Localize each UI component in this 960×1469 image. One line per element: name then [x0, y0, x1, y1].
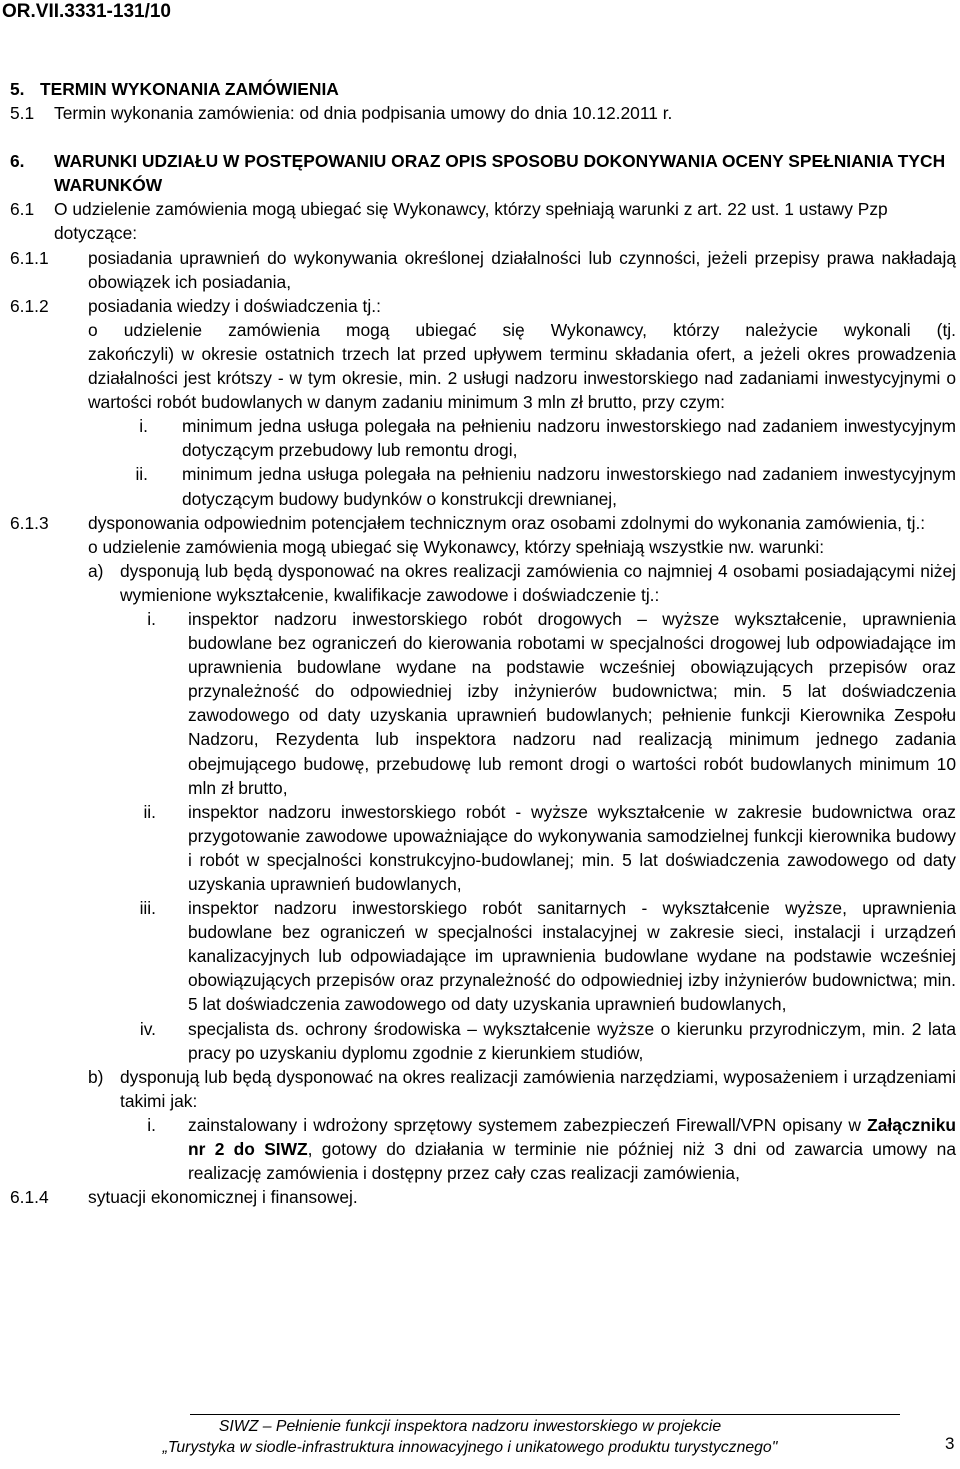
list-item-iii	[120, 896, 956, 1016]
item-6-1-4	[0, 1185, 956, 1209]
section-6-heading	[0, 149, 956, 197]
item-text: posiadania uprawnień do wykonywania określonej działalności lub czynności, jeżeli przepisy prawa nakładają obowiązek ich posiadania,	[88, 247, 956, 292]
item-text: posiadania wiedzy i doświadczenia tj.:	[88, 295, 381, 316]
footer-divider	[190, 1414, 900, 1415]
roman-number: iv.	[139, 1018, 156, 1039]
attachment-reference: Załączniku nr 2 do SIWZ	[188, 1114, 956, 1160]
list-item-ii	[120, 800, 956, 896]
footer-line-1: SIWZ – Pełnienie funkcji inspektora nadzoru inwestorskiego w projekcie	[218, 1418, 722, 1435]
item-number: 6.1	[10, 199, 35, 220]
list-item-ii	[88, 462, 956, 510]
list-item-text-start: zainstalowany i wdrożony sprzętowy systemem zabezpieczeń Firewall/VPN opisany w	[188, 1114, 868, 1135]
list-item-i	[120, 607, 956, 800]
paragraph: zakończyli) w okresie ostatnich trzech lat przed upływem terminu składania ofert, a jeżeli okres prowadzenia działalności jest krótszy - w tym okresie, min. 2 usługi nadzoru inwestorskiego nad zadaniami inwestycyjnymi o wartości robót budowlanych w danym zadaniu minimum 3 mln zł brutto, przy czym:	[88, 343, 956, 413]
item-number: 5.1	[10, 103, 35, 124]
item-6-1-1	[0, 246, 956, 294]
roman-number: i.	[147, 1114, 156, 1135]
roman-number: ii.	[143, 801, 156, 822]
list-item-text-end: , gotowy do działania w terminie nie później niż 3 dni od zawarcia umowy na realizację zamówienia i dostępny przez cały czas realizacji zamówienia,	[188, 1139, 956, 1184]
list-item-text: specjalista ds. ochrony środowiska – wykształcenie wyższe o kierunku przyrodniczym, min. 2 lata pracy po uzyskaniu dyplomu zgodnie z kierunkiem studiów,	[188, 1018, 956, 1063]
list-item-text: inspektor nadzoru inwestorskiego robót drogowych – wyższe wykształcenie, uprawnienia budowlane bez ograniczeń do kierowania robotami w specjalności drogowej lub odpowiadające im uprawnienia budowlane wydane na podstawie wcześniej obowiązujących przepisów oraz przynależność do odpowiedniej izby inżynierów budownictwa; min. 5 lat doświadczenia zawodowego od daty uzyskania uprawnień budowlanych; pełnienie funkcji Kierownika Zespołu Nadzoru, Rezydenta lub inspektora nadzoru nad realizacją minimum jednego zadania obejmującego budowę, przebudowę lub remont drogi o wartości robót budowlanych minimum 10 mln zł brutto,	[188, 608, 956, 798]
item-6-1-2	[0, 294, 956, 511]
item-number: 6.1.4	[10, 1187, 49, 1208]
condition-b	[88, 1065, 956, 1185]
condition-a	[88, 559, 956, 1065]
footer-line-2: „Turystyka w siodle-infrastruktura innowacyjnego i unikatowego produktu turystycznego"	[162, 1439, 778, 1456]
item-text: sytuacji ekonomicznej i finansowej.	[88, 1187, 358, 1208]
list-item-text: inspektor nadzoru inwestorskiego robót sanitarnych - wykształcenie wyższe, uprawnienia budowlane bez ograniczeń w specjalności instalacyjnej w zakresie sieci, instalacji i urządzeń kanalizacyjnych lub odpowiadające im uprawnienia budowlane wydane na podstawie wcześniej obowiązujących przepisów oraz przynależność do odpowiedniej izby inżynierów budownictwa; min. 5 lat doświadczenia zawodowego od daty uzyskania uprawnień budowlanych,	[188, 898, 956, 1015]
item-text: Termin wykonania zamówienia: od dnia podpisania umowy do dnia 10.12.2011 r.	[54, 103, 673, 124]
item-number: 6.1.2	[10, 295, 49, 316]
section-5-heading	[0, 77, 956, 101]
condition-label: b)	[88, 1066, 104, 1087]
item-number: 6.1.1	[10, 247, 49, 268]
roman-number: iii.	[139, 898, 156, 919]
list-item-i	[88, 414, 956, 462]
condition-label: a)	[88, 560, 104, 581]
section-number: 5.	[10, 79, 25, 99]
list-item-text: minimum jedna usługa polegała na pełnieniu nadzoru inwestorskiego nad zadaniem inwestycyjnym dotyczącym budowy budynków o konstrukcji drewnianej,	[182, 464, 956, 509]
section-title: WARUNKI UDZIAŁU W POSTĘPOWANIU ORAZ OPIS SPOSOBU DOKONYWANIA OCENY SPEŁNIANIA TYCH WARUNKÓW	[54, 151, 946, 196]
item-text: O udzielenie zamówienia mogą ubiegać się Wykonawcy, którzy spełniają warunki z art. 22 ust. 1 ustawy Pzp dotyczące:	[54, 199, 888, 244]
item-number: 6.1.3	[10, 512, 49, 533]
list-item-i	[120, 1113, 956, 1185]
condition-text: dysponują lub będą dysponować na okres realizacji zamówienia narzędziami, wyposażeniem i urządzeniami takimi jak:	[120, 1066, 956, 1111]
list-item-text: minimum jedna usługa polegała na pełnieniu nadzoru inwestorskiego nad zadaniem inwestycyjnym dotyczącym przebudowy lub remontu drogi,	[182, 416, 956, 461]
item-text: dysponowania odpowiednim potencjałem technicznym oraz osobami zdolnymi do wykonania zamówienia, tj.:	[88, 512, 926, 533]
condition-body	[120, 559, 956, 1065]
item-6-1	[0, 197, 956, 245]
list-item-text: inspektor nadzoru inwestorskiego robót - wyższe wykształcenie w zakresie budownictwa oraz przygotowanie zawodowe upoważniające do wykonywania samodzielnej funkcji kierownika budowy i robót w specjalności konstrukcyjno-budowlanej; min. 5 lat doświadczenia zawodowego od daty uzyskania uprawnień budowlanych,	[188, 801, 956, 894]
item-body	[88, 294, 956, 511]
section-title: TERMIN WYKONANIA ZAMÓWIENIA	[40, 79, 339, 99]
paragraph: o udzielenie zamówienia mogą ubiegać się Wykonawcy, którzy spełniają wszystkie nw. warunki:	[88, 536, 825, 557]
document-page	[0, 77, 956, 1209]
list-item-iv	[120, 1017, 956, 1065]
item-6-1-3	[0, 511, 956, 1186]
item-body	[88, 511, 956, 1186]
list-item-text	[188, 1113, 956, 1185]
condition-text: dysponują lub będą dysponować na okres realizacji zamówienia co najmniej 4 osobami posiadającymi niżej wymienione wykształcenie, kwalifikacje zawodowe i doświadczenie tj.:	[120, 560, 956, 605]
page-number: 3	[945, 1434, 955, 1453]
document-code: OR.VII.3331-131/10	[2, 1, 171, 22]
paragraph-line: o udzielenie zamówienia mogą ubiegać się Wykonawcy, którzy należycie wykonali (tj.	[88, 319, 956, 340]
roman-number: i.	[139, 416, 148, 437]
roman-number: i.	[147, 608, 156, 629]
condition-body	[120, 1065, 956, 1185]
item-5-1	[0, 101, 956, 125]
page-footer	[0, 1416, 940, 1458]
section-number: 6.	[10, 151, 25, 172]
roman-number: ii.	[135, 464, 148, 485]
